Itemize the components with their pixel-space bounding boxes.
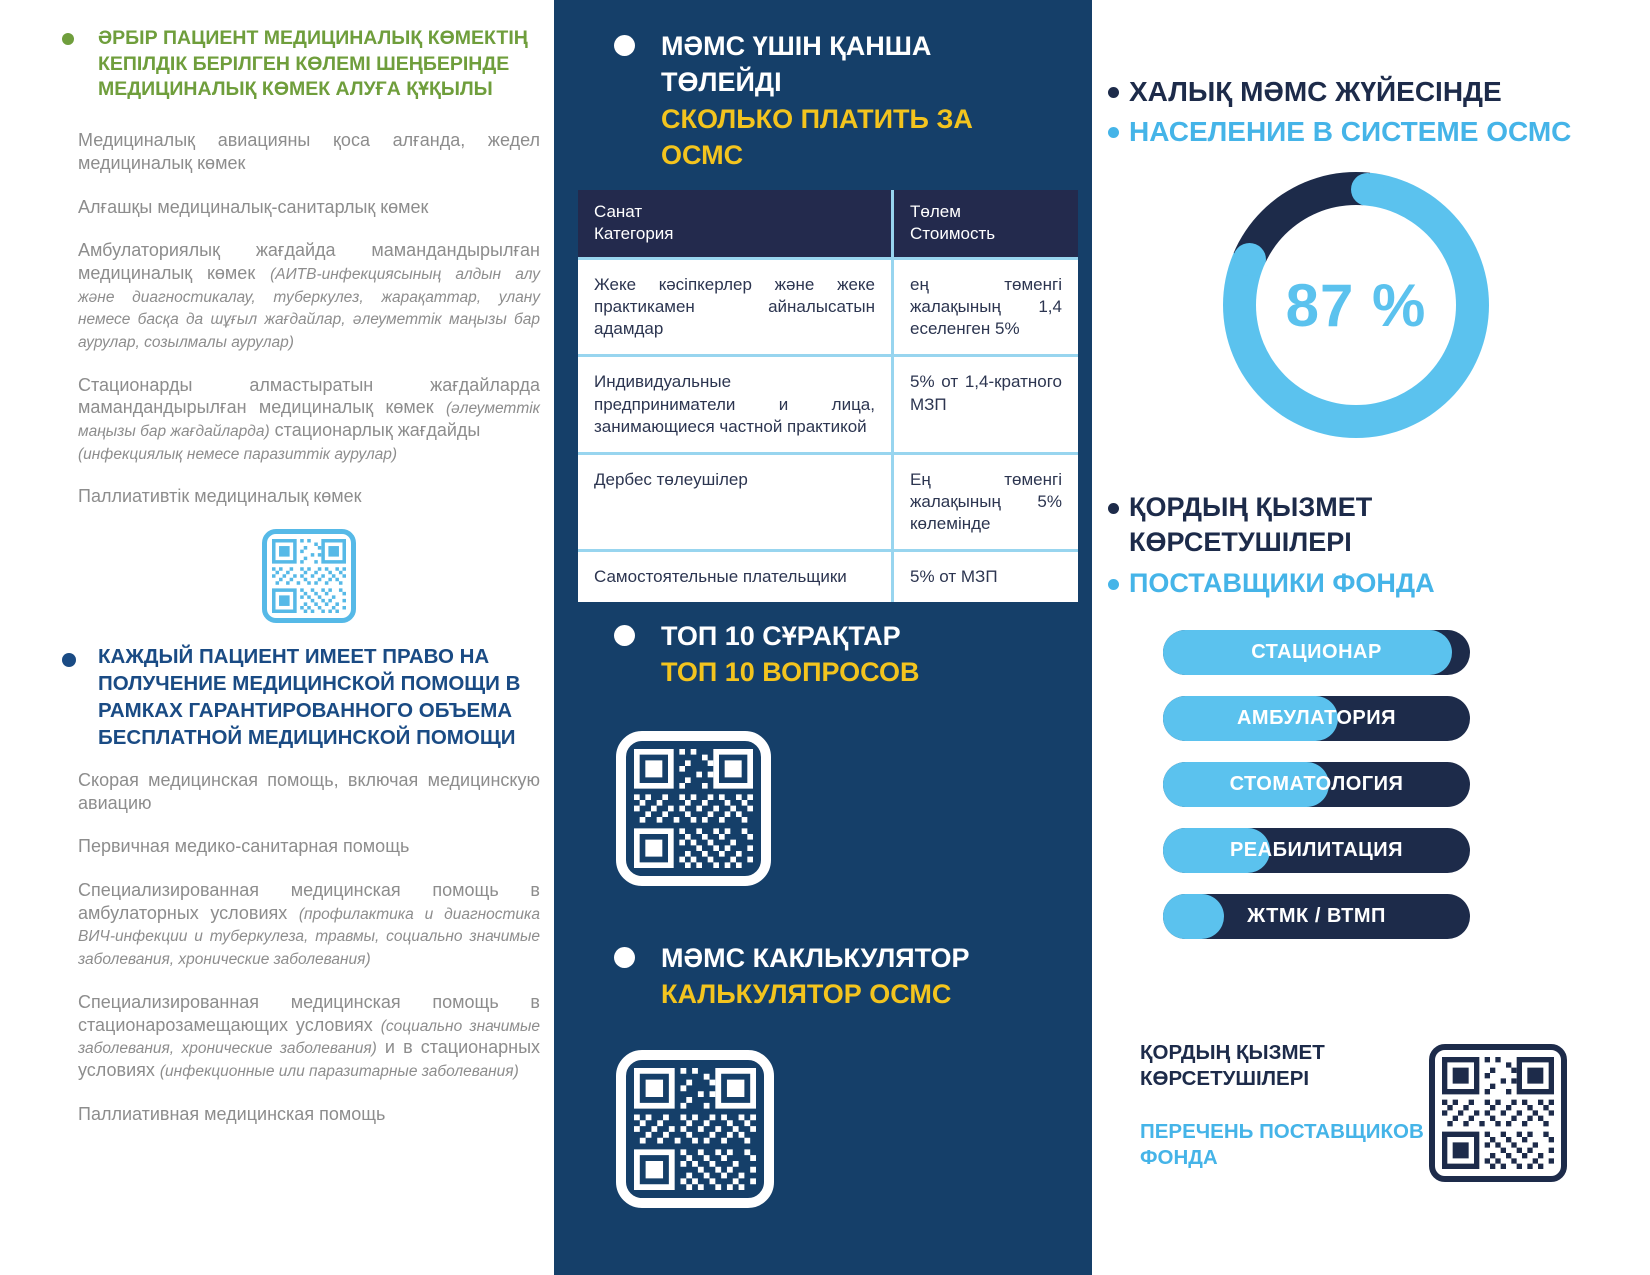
- bullet-icon: [1108, 127, 1119, 138]
- population-heading: [1092, 74, 1571, 155]
- table-row-payment: ең төменгі жалақының 1,4 еселенген 5%: [894, 260, 1078, 354]
- kk-paragraph: [78, 485, 540, 508]
- ru-paragraph: [78, 1103, 540, 1126]
- kk-p3-main: Амбулаториялық жағдайда мамандандырылған медициналық көмек: [78, 240, 540, 283]
- provider-bar-stacionar: [1163, 630, 1470, 675]
- ru-paragraph: [78, 835, 540, 858]
- header-category-kk: Санат: [594, 202, 643, 221]
- population-title-kk: ХАЛЫҚ МӘМС ЖҮЙЕСІНДЕ: [1129, 76, 1502, 107]
- table-row-payment: Ең төменгі жалақының 5% көлемінде: [894, 455, 1078, 549]
- ru-rights-heading: [78, 643, 540, 751]
- bullet-icon: [1108, 87, 1119, 98]
- right-panel: [1092, 0, 1650, 1275]
- provider-bar-label: АМБУЛАТОРИЯ: [1236, 707, 1396, 729]
- donut-arc-cap: [1351, 173, 1384, 206]
- kk-p4-main1: Стационарды алмастыратын жағдайларда мамандандырылған медициналық көмек: [78, 374, 540, 418]
- pay-heading: [614, 28, 996, 174]
- qr-code-icon: [272, 539, 346, 613]
- ru-p4-main2: и в стационарных условиях: [78, 1037, 541, 1080]
- qr-code-icon: [1442, 1057, 1554, 1169]
- table-row-payment: 5% от МЗП: [894, 552, 1078, 602]
- provider-bar-label: РЕАБИЛИТАЦИЯ: [1229, 839, 1404, 861]
- table-row-category: Индивидуальные предприниматели и лица, занимающиеся частной практикой: [578, 357, 891, 451]
- table-header-category: [578, 190, 891, 257]
- qr-code-icon: [634, 1068, 756, 1190]
- bullet-icon: [614, 625, 635, 646]
- qr-code-top10: [616, 731, 771, 886]
- payment-table: [578, 190, 1078, 602]
- provider-bar-reabilitacia: [1163, 828, 1470, 873]
- bullet-icon: [62, 653, 76, 667]
- kk-p4-note1: (әлеуметтік маңызы бар жағдайларда): [78, 400, 540, 440]
- population-title-kk-line: [1092, 74, 1571, 110]
- kk-rights-heading-text: ӘРБІР ПАЦИЕНТ МЕДИЦИНАЛЫҚ КӨМЕКТІҢ КЕПІЛДІК БЕРІЛГЕН КӨЛЕМІ ШЕҢБЕРІНДЕ МЕДИЦИНАЛЫҚ КӨМЕК АЛУҒА ҚҰҚЫЛЫ: [98, 27, 528, 101]
- providers-title-ru-line: [1092, 566, 1452, 601]
- provider-bar-jtmk-vtmp: [1163, 894, 1470, 939]
- kk-rights-heading: [78, 26, 540, 103]
- middle-panel: [554, 0, 1092, 1275]
- bullet-icon: [614, 947, 635, 968]
- kk-paragraph: [78, 374, 540, 465]
- pay-title-kk: МӘМС ҮШІН ҚАНША ТӨЛЕЙДІ: [661, 31, 932, 98]
- provider-bar-label: СТАЦИОНАР: [1251, 641, 1382, 663]
- ru-p4-main1: Специализированная медицинская помощь в стационарозамещающих условиях: [78, 991, 540, 1035]
- provider-bar-stomatologia: [1163, 762, 1470, 807]
- table-row-payment: 5% от 1,4-кратного МЗП: [894, 357, 1078, 451]
- ru-paragraph: [78, 991, 540, 1082]
- kk-p2-text: Алғашқы медициналық-санитарлық көмек: [78, 196, 429, 217]
- qr-code-providers-list: [1429, 1044, 1567, 1182]
- qr-code-icon: [634, 749, 753, 868]
- calculator-title-ru: КАЛЬКУЛЯТОР ОСМС: [661, 979, 952, 1010]
- kk-paragraph: [78, 129, 540, 174]
- kk-p4-main2: стационарлық жағдайды: [269, 419, 481, 440]
- kk-paragraph: [78, 239, 540, 352]
- kk-p3-note: (АИТВ-инфекциясының алдын алу және диагностикалау, туберкулез, жарақаттар, улану немесе басқа да шұғыл жағдайлар, әлеуметтік маңызы бар аурулар, созылмалы аурулар): [78, 265, 541, 351]
- provider-bar-label: СТОМАТОЛОГИЯ: [1229, 773, 1404, 795]
- top10-title-kk: ТОП 10 СҰРАҚТАР: [661, 621, 901, 651]
- provider-bars: [1163, 630, 1470, 960]
- population-donut-chart: [1223, 172, 1489, 438]
- donut-center: [1256, 205, 1456, 405]
- ru-p2-text: Первичная медико-санитарная помощь: [78, 836, 410, 857]
- table-row-category: Самостоятельные плательщики: [578, 552, 891, 602]
- bullet-icon: [614, 35, 635, 56]
- header-category-ru: Категория: [594, 224, 674, 244]
- bullet-icon: [62, 33, 74, 45]
- provider-bar-label: ЖТМК / ВТМП: [1247, 905, 1386, 927]
- table-row-category: Дербес төлеушілер: [578, 455, 891, 549]
- pay-title-ru: СКОЛЬКО ПЛАТИТЬ ЗА ОСМС: [661, 103, 973, 171]
- kk-p4-note2: (инфекциялық немесе паразиттік аурулар): [78, 445, 398, 463]
- kk-paragraph: [78, 196, 540, 219]
- qr-code-calculator: [616, 1050, 774, 1208]
- bullet-icon: [1108, 503, 1119, 514]
- header-payment-ru: Стоимость: [910, 224, 996, 244]
- calculator-heading: [614, 940, 970, 1013]
- header-payment-kk: Төлем: [910, 202, 961, 221]
- providers-title-ru: ПОСТАВЩИКИ ФОНДА: [1129, 568, 1435, 599]
- population-title-ru-line: [1092, 114, 1571, 150]
- ru-p3-main: Специализированная медицинская помощь в амбулаторных условиях: [78, 880, 540, 923]
- top10-title-ru: ТОП 10 ВОПРОСОВ: [661, 657, 920, 688]
- ru-paragraph: [78, 879, 540, 970]
- kk-p1-text: Медициналық авиацияны қоса алғанда, жедел медициналық көмек: [78, 130, 540, 173]
- ru-p1-text: Скорая медицинская помощь, включая медицинскую авиацию: [78, 770, 540, 813]
- left-panel: [78, 26, 540, 1146]
- providers-title-kk-line: [1092, 490, 1452, 560]
- ru-rights-heading-text: КАЖДЫЙ ПАЦИЕНТ ИМЕЕТ ПРАВО НА ПОЛУЧЕНИЕ МЕДИЦИНСКОЙ ПОМОЩИ В РАМКАХ ГАРАНТИРОВАННОГО ОБЪЕМА БЕСПЛАТНОЙ МЕДИЦИНСКОЙ ПОМОЩИ: [98, 644, 521, 750]
- providers-title-kk: ҚОРДЫҢ ҚЫЗМЕТ КӨРСЕТУШІЛЕРІ: [1129, 492, 1373, 558]
- ru-p4-note2: (инфекционные или паразитарные заболевания): [159, 1062, 519, 1080]
- providers-list-title-kk: ҚОРДЫҢ ҚЫЗМЕТ КӨРСЕТУШІЛЕРІ: [1140, 1041, 1325, 1090]
- bullet-icon: [1108, 579, 1119, 590]
- provider-bar-ambulatoria: [1163, 696, 1470, 741]
- qr-code-gobmp: [262, 529, 356, 623]
- table-header-payment: [894, 190, 1078, 257]
- ru-paragraph: [78, 769, 540, 814]
- ru-p4-note1: (социально значимые заболевания, хронические заболевания): [78, 1017, 540, 1058]
- providers-heading: [1092, 490, 1452, 607]
- ru-p5-text: Паллиативная медицинская помощь: [78, 1103, 386, 1124]
- table-row-category: Жеке кәсіпкерлер және жеке практикамен айналысатын адамдар: [578, 260, 891, 354]
- population-title-ru: НАСЕЛЕНИЕ В СИСТЕМЕ ОСМС: [1129, 116, 1572, 148]
- ru-p3-note: (профилактика и диагностика ВИЧ-инфекции и туберкулеза, травмы, социально значимые заболевания, хронические заболевания): [78, 905, 540, 969]
- providers-list-labels: [1140, 1040, 1425, 1171]
- calculator-title-kk: МӘМС КАКЛЬКУЛЯТОР: [661, 943, 970, 973]
- top10-heading: [614, 618, 919, 691]
- providers-list-title-ru: ПЕРЕЧЕНЬ ПОСТАВЩИКОВ ФОНДА: [1140, 1120, 1424, 1169]
- kk-p5-text: Паллиативтік медициналық көмек: [78, 486, 362, 507]
- donut-value-label: 87 %: [1285, 271, 1427, 339]
